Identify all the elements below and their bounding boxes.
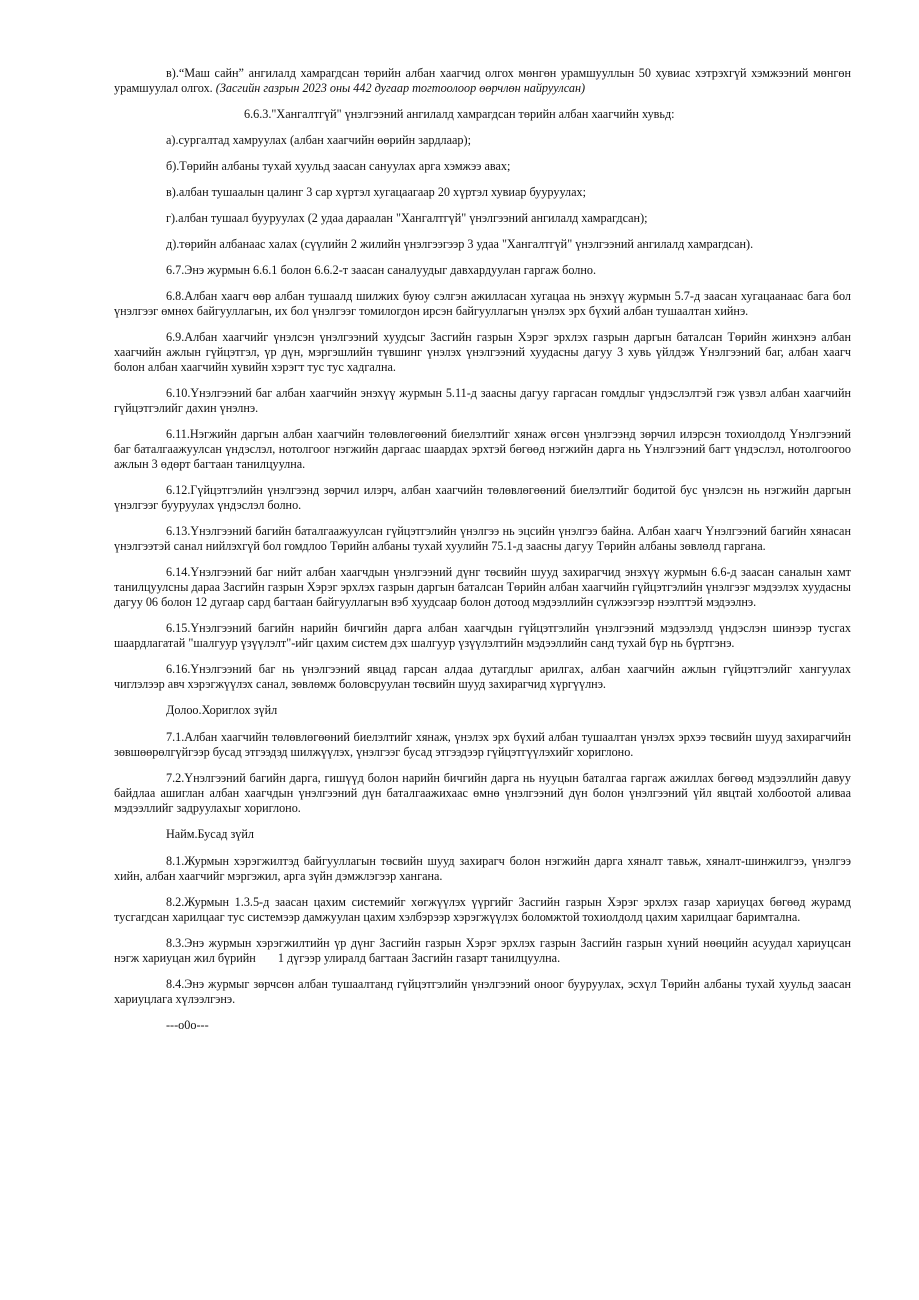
chapter-7-heading: Долоо.Хориглох зүйл	[166, 703, 278, 717]
clause-6-16: 6.16.Үнэлгээний баг нь үнэлгээний явцад гарсан алдаа дутагдлыг арилгах, албан хаагчийн ажлын гүйцэтгэлийг хангуулах чиглэлээр авч хэрэгжүүлэх санал, зөвлөмж боловсруулан төсвийн шууд захирагчид хүргүүлнэ.	[114, 662, 851, 691]
clause-6-9: 6.9.Албан хаагчийг үнэлсэн үнэлгээний хуудсыг Засгийн газрын Хэрэг эрхлэх газрын даргын баталсан Төрийн жинхэнэ албан хаагчийн ажлын гүйцэтгэл, үр дүн, мэргэшлийн түвшинг үнэлэх үнэлгээний хуудасны дагуу 3 хувь үйлдэж Үнэлгээний баг, албан хаагч болон албан хаагчийн хувийн хэрэгт тус тус хадгална.	[114, 330, 851, 374]
clause-6-6-3-g: г).албан тушаал бууруулах (2 удаа дараалан "Хангалтгүй" үнэлгээний ангилалд хамрагдсан);	[166, 211, 648, 225]
clause-6-8: 6.8.Албан хаагч өөр албан тушаалд шилжих буюу сэлгэн ажилласан хугацаа нь энэхүү журмын 5.7-д заасан хугацаанаас бага бол үнэлгээг өмнөх байгууллагын, их бол үнэлгээг томилогдон ирсэн байгууллагын үнэлэх эрх бүхий албан тушаалтан хийнэ.	[114, 289, 851, 318]
clause-6-12: 6.12.Гүйцэтгэлийн үнэлгээнд зөрчил илэрч, албан хаагчийн төлөвлөгөөний биелэлтийг бодитой бус үнэлсэн нь нэгжийн даргын үнэлгээг бууруулах үндэслэл болно.	[114, 483, 851, 512]
chapter-8-heading: Найм.Бусад зүйл	[166, 827, 255, 841]
clause-6-6-3-b: б).Төрийн албаны тухай хуульд заасан сануулах арга хэмжээ авах;	[166, 159, 511, 173]
paragraph-text: в).“Маш сайн” ангилалд хамрагдсан төрийн албан хаагчид олгох мөнгөн урамшууллын 50 хувиас хэтрэхгүй хэмжээний мөнгөн урамшуулал олгох.	[114, 66, 851, 95]
clause-8-4: 8.4.Энэ журмыг зөрчсөн албан тушаалтанд гүйцэтгэлийн үнэлгээний оноог бууруулах, эсхүл Төрийн албаны тухай хуульд заасан хариуцлага хүлээлгэнэ.	[114, 977, 851, 1006]
clause-6-10: 6.10.Үнэлгээний баг албан хаагчийн энэхүү журмын 5.11-д заасны дагуу гаргасан гомдлыг үндэслэлтэй гэж үзвэл албан хаагчийн гүйцэтгэлийг дахин үнэлнэ.	[114, 386, 851, 415]
clause-6-13: 6.13.Үнэлгээний багийн баталгаажуулсан гүйцэтгэлийн үнэлгээ нь эцсийн үнэлгээ байна. Албан хаагч Үнэлгээний багийн хянасан үнэлгээтэй санал нийлэхгүй бол гомдлоо Төрийн албаны тухай хуулийн 75.1-д заасны дагуу Төрийн албаны зөвлөлд гаргана.	[114, 524, 851, 553]
clause-6-6-3-a: а).сургалтад хамруулах (албан хаагчийн өөрийн зардлаар);	[166, 133, 471, 147]
clause-8-2: 8.2.Журмын 1.3.5-д заасан цахим системийг хөгжүүлэх үүргийг Засгийн газрын Хэрэг эрхлэх газар хариуцах бөгөөд журамд тусгагдсан харилцааг тус системээр дамжуулан цахим хэлбэрээр хэрэгжүүлэх боломжтой тохиолдолд цахим харилцааг баримтална.	[114, 895, 851, 924]
clause-6-6-3-v: в).албан тушаалын цалинг 3 сар хүртэл хугацаагаар 20 хүртэл хувиар бууруулах;	[166, 185, 586, 199]
clause-6-6-3-d: д).төрийн албанаас халах (сүүлийн 2 жилийн үнэлгээгээр 3 удаа "Хангалтгүй" үнэлгээний ангилалд хамрагдсан).	[166, 237, 754, 251]
paragraph-6-6-2-v	[114, 66, 851, 96]
clause-6-11: 6.11.Нэгжийн даргын албан хаагчийн төлөвлөгөөний биелэлтийг хянаж өгсөн үнэлгээнд зөрчил илэрсэн тохиолдолд Үнэлгээний баг баталгаажуулсан үндэслэл, нотолгоог нэгжийн даргаас шаардах эрхтэй бөгөөд нэгжийн дарга нь Үнэлгээний багт үндэслэл, нотолгоогоо ажлын 3 өдөрт багтаан танилцуулна.	[114, 427, 851, 471]
clause-8-3	[114, 936, 851, 966]
clause-6-7: 6.7.Энэ журмын 6.6.1 болон 6.6.2-т заасан саналуудыг давхардуулан гаргаж болно.	[166, 263, 597, 277]
clause-8-1: 8.1.Журмын хэрэгжилтэд байгууллагын төсвийн шууд захирагч болон нэгжийн дарга хяналт тавьж, хяналт-шинжилгээ, үнэлгээ хийн, албан хаагчийг мэргэжил, арга зүйн дэмжлэгээр хангана.	[114, 854, 851, 883]
clause-8-3-part-1: 8.3.Энэ журмын хэрэгжилтийн үр дүнг Засгийн газрын Хэрэг эрхлэх газрын Засгийн газрын хүний нөөцийн асуудал хариуцсан нэгж хариуцан жил бүрийн	[114, 936, 851, 965]
clause-6-6-3: 6.6.3."Хангалтгүй" үнэлгээний ангилалд хамрагдсан төрийн албан хаагчийн хувьд:	[244, 107, 675, 121]
clause-6-14: 6.14.Үнэлгээний баг нийт албан хаагчдын үнэлгээний дүнг төсвийн шууд захирагчид энэхүү журмын 6.6-д заасан саналын хамт танилцуулсны дараа Засгийн газрын Хэрэг эрхлэх газрын даргын баталсан Төрийн албан хаагчийн гүйцэтгэлийн үнэлгээг мэдээлэх хуудасны дагуу 06 болон 12 дугаар сард багтаан байгууллагын вэб хуудсаар болон дотоод мэдээллийн сүлжээгээр нээлттэй мэдээлнэ.	[114, 565, 851, 609]
amendment-note: (Засгийн газрын 2023 оны 442 дугаар тогтоолоор өөрчлөн найруулсан)	[215, 81, 586, 95]
clause-6-15: 6.15.Үнэлгээний багийн нарийн бичгийн дарга албан хаагчдын гүйцэтгэлийн үнэлгээний мэдээлэлд үндэслэн шинээр тусгах шаардлагатай "шалгуур үзүүлэлт"-ийг цахим систем дэх шалгуур үзүүлэлтийн мэдээллийн санд тухай бүр нь бүртгэнэ.	[114, 621, 851, 650]
clause-8-3-part-2: 1 дүгээр улиралд багтаан Засгийн газарт танилцуулна.	[277, 951, 561, 965]
clause-7-2: 7.2.Үнэлгээний багийн дарга, гишүүд болон нарийн бичгийн дарга нь нууцын баталгаа гаргаж ажиллах бөгөөд мэдээллийн давуу байдлаа ашиглан албан хаагчдын үнэлгээний дүн баталгаажихаас өмнө үнэлгээний дүн болон үнэлгээний үйл явцтай холбоотой аливаа мэдээллийг задруулахыг хориглоно.	[114, 771, 851, 815]
clause-7-1: 7.1.Албан хаагчийн төлөвлөгөөний биелэлтийг хянаж, үнэлэх эрх бүхий албан тушаалтан үнэлэх эрхээ төсвийн шууд захирагчийн зөвшөөрөлгүйгээр бусад этгээдэд шилжүүлэх, үнэлгээг бусад этгээдээр гүйцэтгүүлэхийг хориглоно.	[114, 730, 851, 759]
end-mark: ---o0o---	[166, 1018, 209, 1032]
